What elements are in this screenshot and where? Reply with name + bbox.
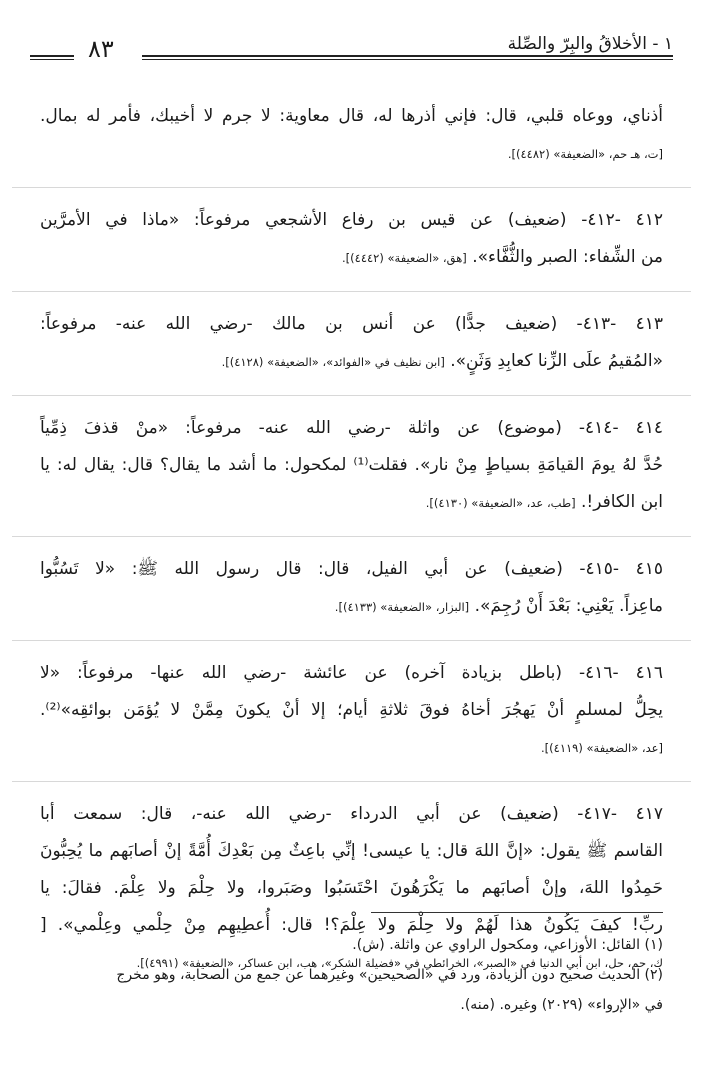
source-reference: ك، حم، حل، ابن أبي الدنيا في «الصبر»، الخرائطي في «فضيلة الشكر»، هب، ابن عساكر، «الضعيفة» (٤٩٩١)]. bbox=[136, 956, 663, 970]
entry-line bbox=[40, 135, 663, 173]
entry-line: ربِّ! كيفَ يَكُونُ هذا لَهُمْ ولا حِلْمَ ولا عِلْمَ؟! قال: أُعطِيهِم مِنْ حِلْمي وعِلْمي». [ bbox=[40, 915, 663, 935]
entry-divider bbox=[12, 640, 691, 641]
entry-line: ٤١٤ -٤١٤- (موضوع) عن واثلة -رضي الله عنه- مرفوعاً: «منْ قذفَ ذِمِّياً bbox=[40, 418, 663, 438]
entry-line: ٤١٦ -٤١٦- (باطل بزيادة آخره) عن عائشة -رضي الله عنها- مرفوعاً: «لا bbox=[40, 663, 663, 683]
entry-divider bbox=[12, 291, 691, 292]
page-number: ٨٣ bbox=[88, 35, 114, 63]
hadith-entry-415 bbox=[40, 551, 663, 626]
entry-divider bbox=[12, 187, 691, 188]
page-header bbox=[30, 28, 673, 68]
entry-line: ٤١٥ -٤١٥- (ضعيف) عن أبي الفيل، قال: قال رسول الله ﷺ: «لا تَسُبُّوا bbox=[40, 559, 663, 579]
running-title: ١ - الأخلاقُ والبِرّ والصِّلة bbox=[507, 34, 673, 54]
entry-divider bbox=[12, 395, 691, 396]
footnotes bbox=[40, 930, 663, 1020]
entry-divider bbox=[12, 536, 691, 537]
header-rule bbox=[142, 55, 673, 57]
entry-line: ٤١٢ -٤١٢- (ضعيف) عن قيس بن رفاع الأشجعي مرفوعاً: «ماذا في الأمرَّين bbox=[40, 210, 663, 230]
footnote-rule bbox=[371, 912, 663, 913]
entry-line: من الشِّفاء: الصبر والثُّفَّاء». [هق، «الضعيفة» (٤٤٤٢)]. bbox=[342, 247, 663, 267]
footnote-1: (١) القائل: الأوزاعي، ومكحول الراوي عن واثلة. (ش). bbox=[352, 937, 663, 953]
hadith-entry-414 bbox=[40, 410, 663, 522]
source-reference: [البزار، «الضعيفة» (٤١٣٣)]. bbox=[334, 600, 470, 614]
entry-line: حَمِدُوا اللهَ، وإنْ أصابَهم ما يَكْرَهُونَ احْتَسَبُوا وصَبَروا، ولا حِلْمَ ولا عِلْمَ. فقالَ: يا bbox=[40, 878, 663, 898]
hadith-entry-413 bbox=[40, 306, 663, 381]
entry-line: القاسم ﷺ يقول: «إنَّ اللهَ قال: يا عيسى! إنِّي باعِثٌ مِن بَعْدِكَ أُمَّةً إنْ أصابَهم ما يُحِبُّونَ bbox=[40, 841, 663, 861]
entry-line: أذناي، ووعاه قلبي، قال: فإني أذرها له، قال معاوية: لا جرم لا أخيبك، فأمر له بمال. bbox=[40, 106, 663, 126]
footnote-2-continued: في «الإرواء» (٢٠٢٩) وغيره. (منه). bbox=[460, 997, 663, 1013]
header-rule-left bbox=[30, 55, 74, 57]
entry-line: ٤١٧ -٤١٧- (ضعيف) عن أبي الدرداء -رضي الله عنه-، قال: سمعت أبا bbox=[40, 804, 663, 824]
entry-line: حُدَّ لهُ يومَ القيامَةِ بسياطٍ مِنْ نار». فقلت⁽¹⁾ لمكحول: ما أشد ما يقال؟ قال: يقال له: يا bbox=[40, 455, 663, 475]
entry-line bbox=[40, 729, 663, 767]
source-reference: [ت، هـ حم، «الضعيفة» (٤٤٨٢)]. bbox=[507, 147, 663, 161]
hadith-entry-416 bbox=[40, 655, 663, 767]
source-reference: [ابن نظيف في «الفوائد»، «الضعيفة» (٤١٢٨)]. bbox=[221, 355, 445, 369]
header-rule-thin bbox=[142, 59, 673, 60]
hadith-entry-412 bbox=[40, 202, 663, 277]
entry-line: «المُقيمُ علَى الزِّنا كعابِدِ وَثَنٍ». [ابن نظيف في «الفوائد»، «الضعيفة» (٤١٢٨)]. bbox=[221, 351, 663, 371]
footnote-2: (٢) الحديث صحيح دون الزيادة، ورد في «الصحيحين» وغيرهما عن جمع من الصحابة، وهو مخرج bbox=[116, 967, 663, 983]
header-rule-left-thin bbox=[30, 59, 74, 60]
source-reference: [عد، «الضعيفة» (٤١١٩)]. bbox=[541, 741, 663, 755]
entry-line: يحِلُّ لمسلمٍ أنْ يَهجُرَ أخاهُ فوقَ ثلاثةِ أيام؛ إلا أنْ يكونَ مِمَّنْ لا يُؤمَن بوائقِه»⁽²⁾. bbox=[40, 700, 663, 720]
main-content bbox=[40, 98, 663, 982]
source-reference: [طب، عد، «الضعيفة» (٤١٣٠)]. bbox=[425, 496, 576, 510]
entry-line: ٤١٣ -٤١٣- (ضعيف جدًّا) عن أنس بن مالك -رضي الله عنه- مرفوعاً: bbox=[40, 314, 663, 334]
entry-line: ابن الكافر!. [طب، عد، «الضعيفة» (٤١٣٠)]. bbox=[425, 492, 663, 512]
entry-divider bbox=[12, 781, 691, 782]
source-reference: [هق، «الضعيفة» (٤٤٤٢)]. bbox=[342, 251, 467, 265]
entry-line: ماعِزاً. يَعْنِي: بَعْدَ أَنْ رُجِمَ». [البزار، «الضعيفة» (٤١٣٣)]. bbox=[334, 596, 663, 616]
hadith-entry-continuation bbox=[40, 98, 663, 173]
